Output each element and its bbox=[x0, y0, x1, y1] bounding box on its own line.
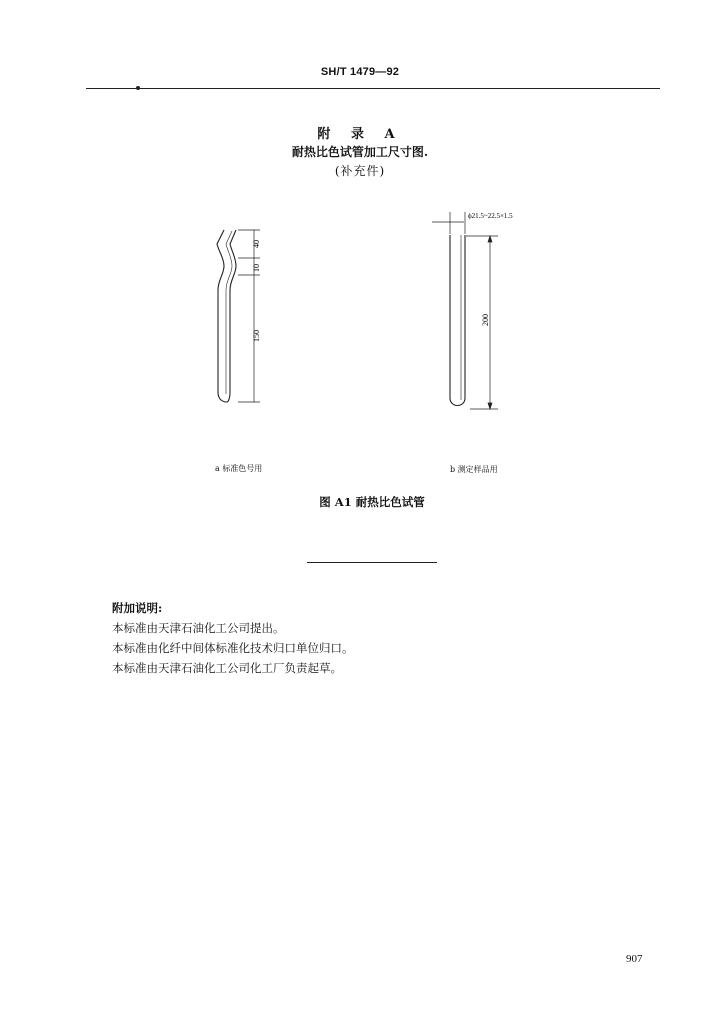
tube-b-dim-length: 200 bbox=[481, 314, 490, 326]
tube-a-left-wall bbox=[217, 230, 227, 402]
appendix-subtitle: 耐热比色试管加工尺寸图. bbox=[291, 145, 429, 159]
figure-title: 图 A1 耐热比色试管 bbox=[319, 495, 425, 509]
additional-notes bbox=[112, 598, 354, 678]
appendix-title: 附 录 A bbox=[317, 127, 403, 142]
tube-b-outline bbox=[450, 235, 465, 406]
appendix-note: (补充件) bbox=[334, 164, 386, 178]
standard-code: SH/T 1479—92 bbox=[320, 66, 400, 78]
tube-b-caption: b 测定样品用 bbox=[450, 465, 498, 474]
tube-b-drawing bbox=[450, 235, 465, 406]
notes-line: 本标准由化纤中间体标准化技术归口单位归口。 bbox=[112, 641, 354, 655]
page-number: 907 bbox=[626, 953, 643, 965]
header-rule-mark bbox=[136, 86, 140, 90]
separator-rule bbox=[307, 562, 437, 563]
tube-a-dimensions bbox=[238, 230, 260, 402]
notes-line: 本标准由天津石油化工公司化工厂负责起草。 bbox=[112, 661, 342, 675]
header-rule bbox=[86, 88, 660, 89]
tube-a-drawing bbox=[217, 230, 236, 402]
figure-drawing bbox=[180, 200, 540, 425]
tube-a-right-wall bbox=[227, 230, 236, 402]
tube-a-dim-mid: 10 bbox=[252, 264, 261, 272]
tube-b-dim-diameter: ϕ21.5~22.5×1.5 bbox=[468, 212, 513, 220]
notes-line: 本标准由天津石油化工公司提出。 bbox=[112, 621, 285, 635]
tube-a-caption: a 标准色号用 bbox=[215, 464, 263, 473]
notes-heading: 附加说明: bbox=[112, 601, 163, 615]
tube-a-inner-wall bbox=[226, 231, 232, 394]
tube-a-dim-top: 40 bbox=[252, 240, 261, 248]
tube-a-dim-body: 150 bbox=[252, 330, 261, 342]
